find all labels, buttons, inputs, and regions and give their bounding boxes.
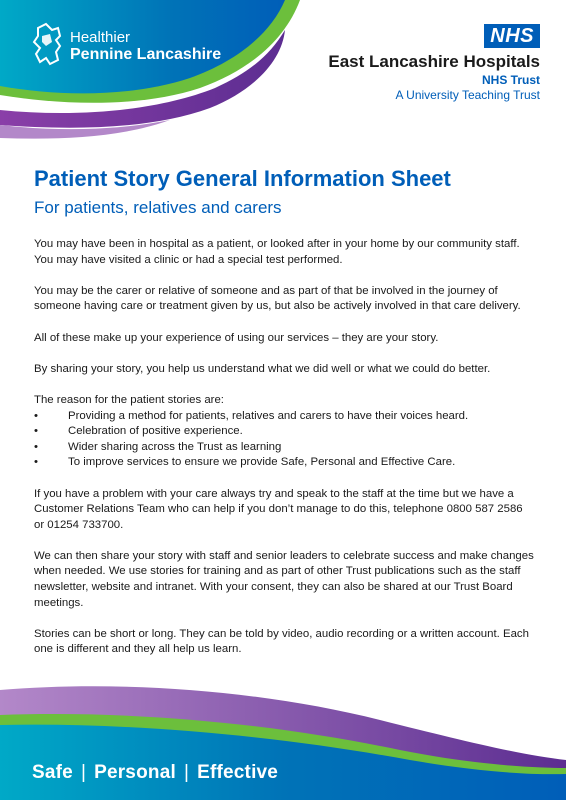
org-tagline: A University Teaching Trust xyxy=(395,88,540,102)
map-icon xyxy=(30,22,66,70)
page-subtitle: For patients, relatives and carers xyxy=(34,198,282,217)
bullet-icon: • xyxy=(34,409,38,422)
paragraph: If you have a problem with your care always try and speak to the staff at the time but we have a Customer Relations Team who can help if you don’t manage to do this, telephone 0800 587 2586 or 01254 733700. xyxy=(34,487,523,531)
footer-safe: Safe xyxy=(32,762,73,783)
paragraph: All of these make up your experience of using our services – they are your story. xyxy=(34,331,439,344)
bullet-icon: • xyxy=(34,456,38,469)
healthier-pennine-lancashire-logo xyxy=(30,22,221,70)
bullet-icon: • xyxy=(34,440,38,453)
bullet-icon: • xyxy=(34,425,38,438)
nhs-trust-logo xyxy=(328,24,540,102)
org-name: East Lancashire Hospitals xyxy=(328,52,540,71)
list-intro: The reason for the patient stories are: xyxy=(34,393,224,406)
footer-separator: | xyxy=(80,762,87,783)
paragraph: You may be the carer or relative of someone and as part of that be involved in the journey of someone having care or treatment given by us, but also be actively involved in that care delivery. xyxy=(34,284,521,313)
footer-separator: | xyxy=(183,762,190,783)
logo-line-1: Healthier xyxy=(70,29,131,46)
org-sub: NHS Trust xyxy=(481,73,540,87)
list-item: • Celebration of positive experience. xyxy=(34,424,534,440)
page-title: Patient Story General Information Sheet xyxy=(34,166,451,191)
logo-line-2: Pennine Lancashire xyxy=(70,46,222,63)
paragraph: By sharing your story, you help us understand what we did well or what we could do better. xyxy=(34,362,491,375)
paragraph: You may have been in hospital as a patient, or looked after in your home by our community staff. You may have visited a clinic or had a special test performed. xyxy=(34,238,520,266)
paragraph: We can then share your story with staff and senior leaders to celebrate success and make changes when needed. We use stories for training and as part of other Trust publications such as the staff newsletter, website and intranet. With your consent, they can also be shared at our Trust Board meetings. xyxy=(34,549,534,609)
footer-values xyxy=(32,762,278,784)
list-item: • To improve services to ensure we provide Safe, Personal and Effective Care. xyxy=(34,455,534,471)
document-body xyxy=(34,237,534,674)
reasons-list xyxy=(34,409,534,471)
list-item: • Wider sharing across the Trust as learning xyxy=(34,440,534,456)
footer-effective: Effective xyxy=(197,762,279,783)
list-item: • Providing a method for patients, relatives and carers to have their voices heard. xyxy=(34,409,534,425)
nhs-badge: NHS xyxy=(484,24,540,48)
footer-personal: Personal xyxy=(94,762,176,783)
paragraph: Stories can be short or long. They can be told by video, audio recording or a written account. Each one is different and they all help us learn. xyxy=(34,627,529,656)
